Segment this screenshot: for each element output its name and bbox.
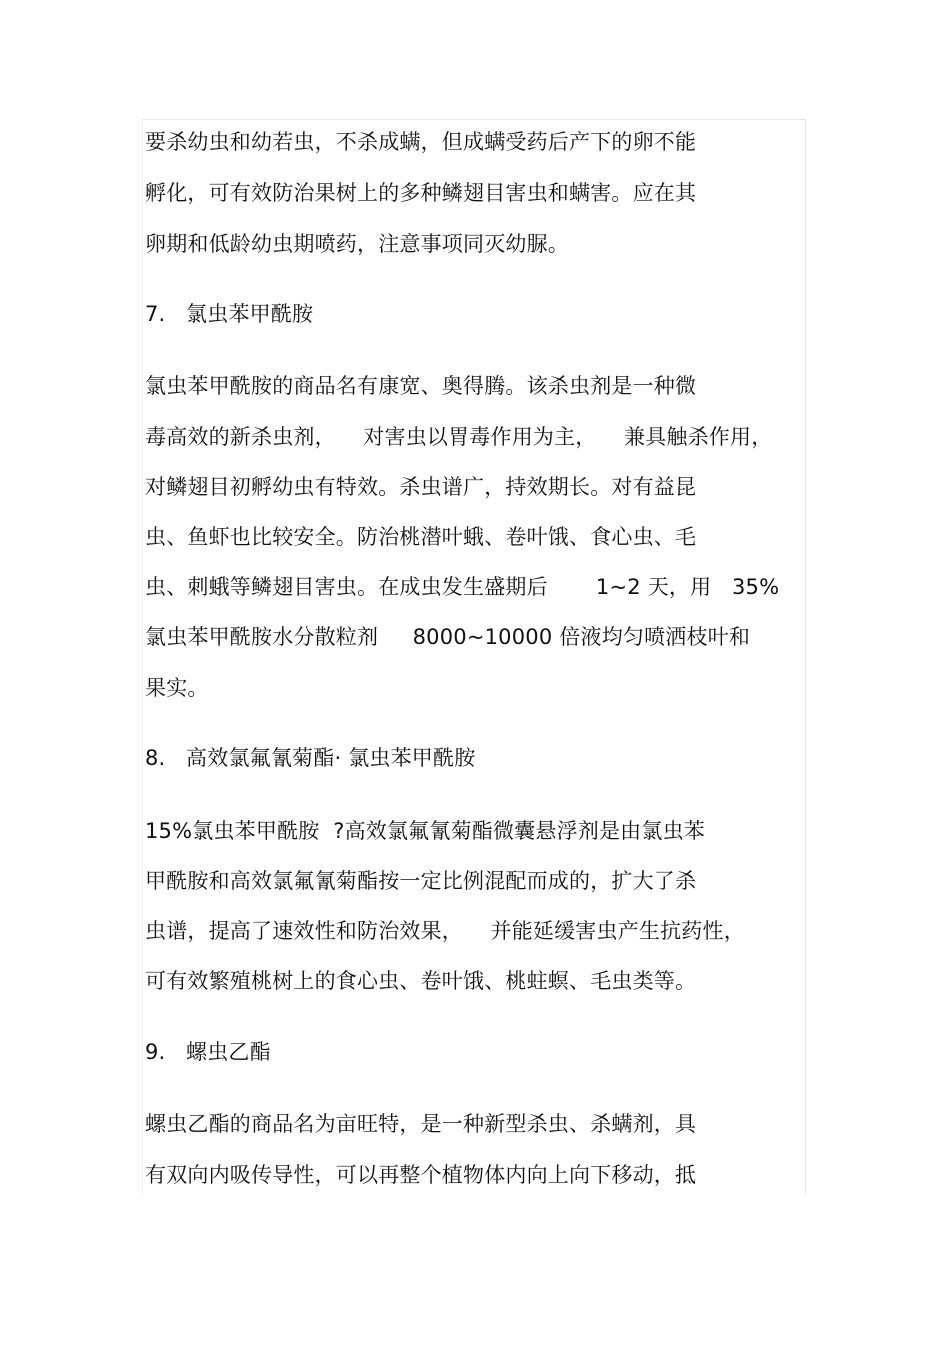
section-heading-8: 8. 高效氯氟氰菊酯· 氯虫苯甲酰胺 <box>145 746 476 770</box>
page-frame <box>142 119 806 1195</box>
paragraph-line: 可有效繁殖桃树上的食心虫、卷叶饿、桃蛀螟、毛虫类等。 <box>145 969 697 993</box>
paragraph-line: 毒高效的新杀虫剂， 对害虫以胃毒作用为主， 兼具触杀作用， <box>145 425 773 449</box>
paragraph-line: 15%氯虫苯甲酰胺 ?高效氯氟氰菊酯微囊悬浮剂是由氯虫苯 <box>145 819 705 843</box>
paragraph-line: 卵期和低龄幼虫期喷药，注意事项同灭幼脲。 <box>145 232 569 256</box>
section-heading-9: 9. 螺虫乙酯 <box>145 1040 271 1064</box>
section-heading-7: 7. 氯虫苯甲酰胺 <box>145 302 314 326</box>
paragraph-line: 氯虫苯甲酰胺的商品名有康宽、奥得腾。该杀虫剂是一种微 <box>145 374 697 398</box>
paragraph-line: 螺虫乙酯的商品名为亩旺特，是一种新型杀虫、杀螨剂，具 <box>145 1112 697 1136</box>
paragraph-line: 果实。 <box>145 676 209 700</box>
paragraph-line: 虫、鱼虾也比较安全。防治桃潜叶蛾、卷叶饿、食心虫、毛 <box>145 525 697 549</box>
paragraph-line: 有双向内吸传导性，可以再整个植物体内向上向下移动，抵 <box>145 1163 697 1187</box>
paragraph-line: 要杀幼虫和幼若虫，不杀成螨，但成螨受药后产下的卵不能 <box>145 130 697 154</box>
paragraph-line: 氯虫苯甲酰胺水分散粒剂 8000~10000 倍液均匀喷洒枝叶和 <box>145 625 751 649</box>
paragraph-line: 甲酰胺和高效氯氟氰菊酯按一定比例混配而成的，扩大了杀 <box>145 869 697 893</box>
paragraph-line: 孵化，可有效防治果树上的多种鳞翅目害虫和螨害。应在其 <box>145 181 697 205</box>
paragraph-line: 虫、刺蛾等鳞翅目害虫。在成虫发生盛期后 1~2 天，用 35% <box>145 575 780 599</box>
paragraph-line: 虫谱，提高了速效性和防治效果， 并能延缓害虫产生抗药性， <box>145 919 745 943</box>
paragraph-line: 对鳞翅目初孵幼虫有特效。杀虫谱广，持效期长。对有益昆 <box>145 475 697 499</box>
